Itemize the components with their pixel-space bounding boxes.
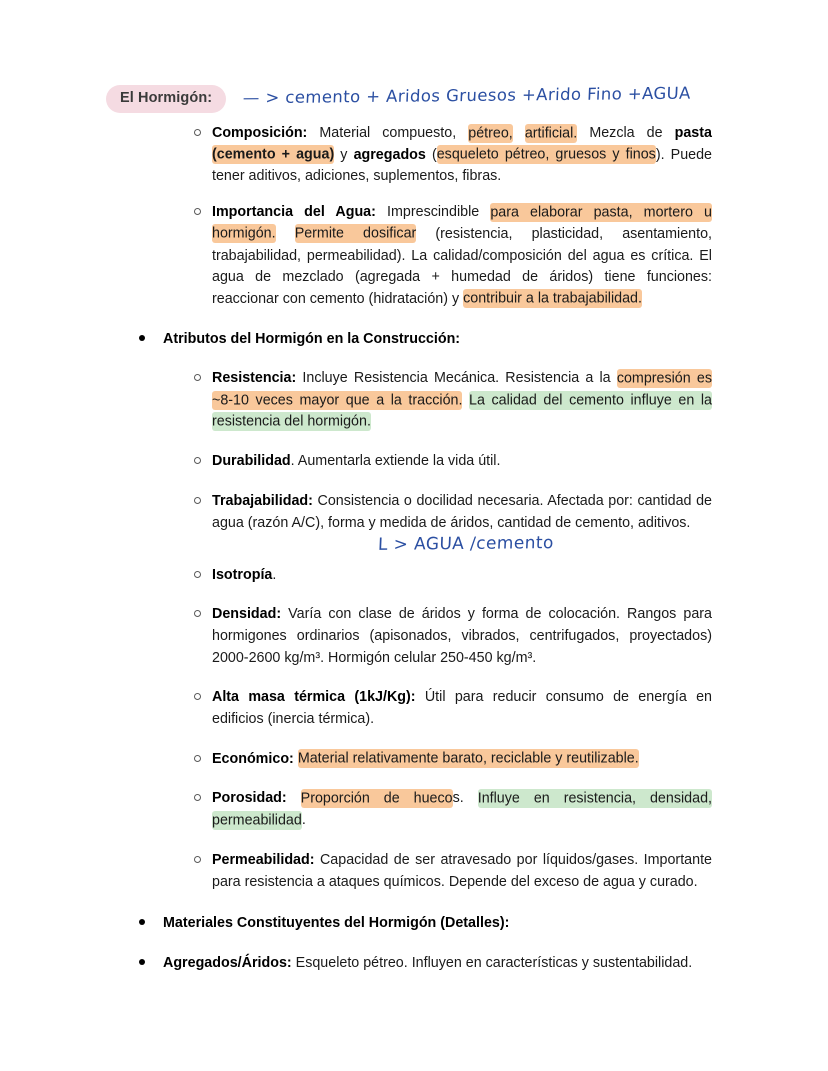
importancia-agua-h1: para elaborar pasta, mortero u hormigón.	[212, 204, 712, 242]
resistencia-h2: La calidad del cemento influye en la resistencia del hormigón.	[212, 392, 712, 430]
composicion-b2: agregados	[353, 146, 426, 163]
porosidad-h1: Proporción de hueco	[300, 790, 453, 807]
agregados-text	[163, 953, 712, 975]
hollow-bullet-icon	[194, 856, 201, 863]
list-item-economico	[0, 749, 828, 771]
hollow-bullet-icon	[194, 129, 201, 136]
handwritten-formula-note: — > cemento + Aridos Gruesos +Arido Fino +AGUA	[242, 83, 692, 108]
hollow-bullet-icon	[194, 457, 201, 464]
composicion-h3: (cemento + agua)	[212, 146, 335, 163]
masa-termica-t1: Útil para reducir consumo de energía en edificios (inercia térmica).	[212, 689, 712, 728]
porosidad-term: Porosidad:	[212, 790, 287, 807]
economico-text	[212, 749, 712, 771]
list-item-trabajabilidad	[0, 491, 828, 534]
densidad-term: Densidad:	[212, 606, 282, 623]
disc-bullet-icon	[139, 335, 145, 341]
hollow-bullet-icon	[194, 794, 201, 801]
composicion-t5: y	[334, 146, 354, 163]
hollow-bullet-icon	[194, 208, 201, 215]
disc-bullet-icon	[139, 959, 145, 965]
handwritten-ratio-note: L > AGUA /cemento	[377, 533, 555, 555]
page-title-badge: El Hormigón:	[106, 85, 226, 113]
durabilidad-t1: . Aumentarla extiende la vida útil.	[290, 453, 501, 470]
densidad-text	[212, 604, 712, 669]
importancia-agua-text	[212, 202, 712, 311]
porosidad-text	[212, 788, 712, 831]
composicion-b1: pasta	[674, 125, 712, 141]
composicion-h1: pétreo,	[468, 125, 513, 141]
hollow-bullet-icon	[194, 610, 201, 617]
agregados-term: Agregados/Áridos:	[163, 954, 292, 971]
importancia-agua-t1: Imprescindible	[375, 204, 491, 221]
porosidad-t3: .	[301, 812, 306, 829]
list-item-importancia-agua	[0, 202, 828, 311]
disc-bullet-icon	[139, 919, 145, 925]
list-item-composicion	[0, 123, 828, 188]
isotropia-t1: .	[272, 566, 277, 583]
composicion-h4: esqueleto pétreo, gruesos y finos	[436, 146, 656, 163]
isotropia-term: Isotropía	[212, 566, 273, 583]
importancia-agua-t3: (resistencia, plasticidad, asentamiento, trabajabilidad, permeabilidad). La calidad/composición del agua es crítica. El agua de mezclado (agregada + humedad de áridos) tiene funciones: reaccionar con cemento (hidratación) y	[212, 225, 713, 307]
trabajabilidad-text	[212, 491, 712, 534]
durabilidad-term: Durabilidad	[212, 453, 291, 470]
porosidad-h2: Influye en resistencia, densidad, permeabilidad	[212, 790, 712, 829]
atributos-heading-text	[163, 329, 712, 351]
porosidad-t2: s.	[452, 790, 478, 807]
resistencia-t1: Incluye Resistencia Mecánica. Resistencia a la	[296, 370, 617, 387]
durabilidad-text	[212, 451, 712, 473]
list-item-durabilidad	[0, 451, 828, 473]
densidad-t1: Varía con clase de áridos y forma de colocación. Rangos para hormigones ordinarios (apisonados, vibrados, centrifugados, proyectados) 2000-2600 kg/m³. Hormigón celular 250-450 kg/m³.	[212, 606, 712, 666]
hollow-bullet-icon	[194, 693, 201, 700]
list-item-agregados	[0, 953, 828, 975]
importancia-agua-t2	[276, 226, 295, 242]
agregados-t1: Esqueleto pétreo. Influyen en características y sustentabilidad.	[291, 954, 693, 971]
composicion-t7: ). Puede tener aditivos, adiciones, suplementos, fibras.	[212, 146, 713, 185]
masa-termica-term: Alta masa térmica (1kJ/Kg):	[212, 689, 416, 706]
trabajabilidad-t1: Consistencia o docilidad necesaria. Afectada por: cantidad de agua (razón A/C), forma y medida de áridos, cantidad de cemento, aditivos.	[212, 493, 712, 531]
materiales-heading-text	[163, 913, 712, 935]
composicion-t3: Mezcla de	[577, 125, 675, 141]
composicion-t6: (	[425, 146, 437, 163]
atributos-heading-label: Atributos del Hormigón en la Construcción:	[163, 330, 461, 347]
list-item-densidad	[0, 604, 828, 669]
composicion-t1: Material compuesto,	[307, 125, 469, 141]
composicion-h2: artificial.	[524, 125, 578, 141]
composicion-t2	[513, 125, 525, 141]
composicion-term: Composición:	[212, 125, 308, 141]
hollow-bullet-icon	[194, 497, 201, 504]
economico-term: Económico:	[212, 750, 294, 767]
hollow-bullet-icon	[194, 374, 201, 381]
hollow-bullet-icon	[194, 571, 201, 578]
permeabilidad-term: Permeabilidad:	[212, 851, 315, 868]
list-item-resistencia	[0, 368, 828, 433]
masa-termica-text	[212, 687, 712, 730]
trabajabilidad-term: Trabajabilidad:	[212, 493, 313, 510]
resistencia-h1: compresión es ~8-10 veces mayor que a la tracción.	[212, 370, 712, 409]
composicion-text	[212, 123, 712, 188]
porosidad-t1	[287, 790, 301, 806]
permeabilidad-text	[212, 850, 712, 893]
resistencia-term: Resistencia:	[212, 370, 297, 387]
list-item-porosidad	[0, 788, 828, 831]
document-body	[0, 123, 828, 989]
list-item-isotropia	[0, 565, 828, 587]
list-item-masa-termica	[0, 687, 828, 730]
isotropia-text	[212, 565, 712, 587]
permeabilidad-t1: Capacidad de ser atravesado por líquidos/gases. Importante para resistencia a ataques químicos. Depende del exceso de agua y curado.	[212, 851, 712, 890]
resistencia-text	[212, 368, 712, 433]
hollow-bullet-icon	[194, 755, 201, 762]
materiales-heading-label: Materiales Constituyentes del Hormigón (Detalles):	[163, 915, 510, 932]
list-item-permeabilidad	[0, 850, 828, 893]
list-item-atributos-heading	[0, 329, 828, 351]
importancia-agua-term: Importancia del Agua:	[212, 204, 376, 221]
outline-list	[0, 123, 828, 975]
list-item-materiales-heading	[0, 913, 828, 935]
importancia-agua-h2: Permite dosificar	[294, 225, 417, 242]
importancia-agua-h3: contribuir a la trabajabilidad.	[463, 290, 642, 307]
economico-h1: Material relativamente barato, reciclable y reutilizable.	[297, 750, 639, 767]
